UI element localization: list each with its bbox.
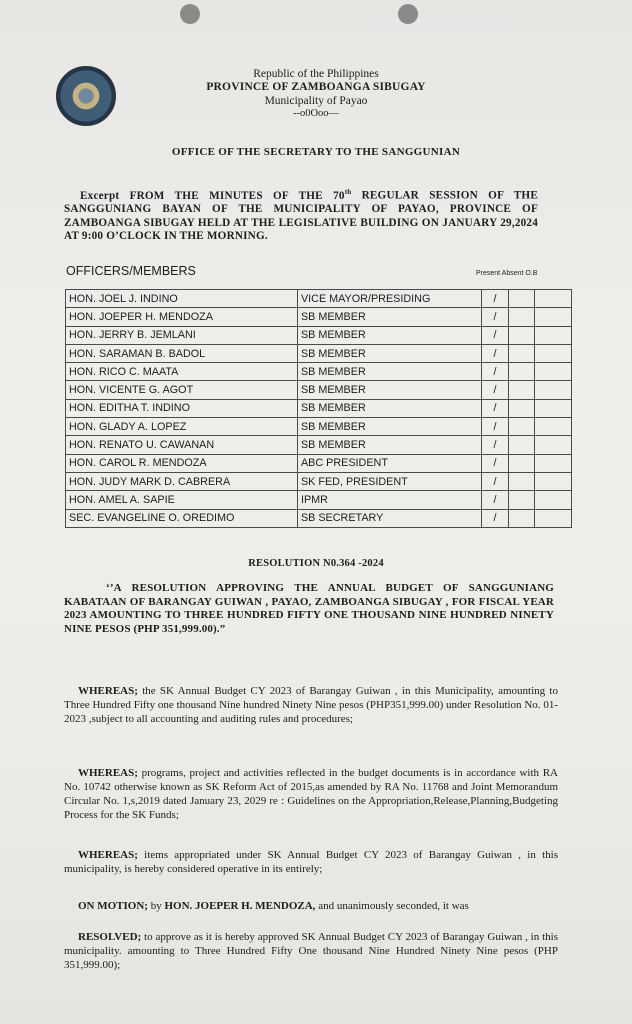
member-position: SB SECRETARY	[297, 509, 481, 527]
absent-cell	[508, 308, 535, 326]
header-divider: --o0Ooo—	[292, 108, 340, 119]
attendance-row	[66, 509, 572, 527]
member-name: SEC. EVANGELINE O. OREDIMO	[66, 509, 298, 527]
attendance-row	[66, 491, 572, 509]
motion-by: by	[147, 900, 165, 912]
excerpt-ordinal: th	[344, 188, 352, 196]
member-name: HON. RENATO U. CAWANAN	[66, 436, 298, 454]
present-mark: /	[482, 344, 509, 362]
present-mark: /	[482, 418, 509, 436]
present-mark: /	[482, 399, 509, 417]
attendance-row	[66, 363, 572, 381]
ob-cell	[535, 418, 572, 436]
present-mark: /	[482, 509, 509, 527]
member-name: HON. JERRY B. JEMLANI	[66, 326, 298, 344]
present-mark: /	[482, 326, 509, 344]
member-name: HON. AMEL A. SAPIE	[66, 491, 298, 509]
attendance-row	[66, 308, 572, 326]
member-position: SB MEMBER	[297, 363, 481, 381]
whereas-lead: WHEREAS;	[78, 685, 138, 697]
whereas-text: programs, project and activities reflected in the budget documents is in accordance with RA No. 10742 otherwise known as SK Reform Act of 2015,as amended by RA No. 11768 and Joint Memorandum Circular No. 1,s,2019 dated January 23, 2029 re : Guidelines on the Appropriation,Release,Planning,Budgeting Process for the SK Funds;	[64, 767, 558, 821]
member-position: SB MEMBER	[297, 344, 481, 362]
present-mark: /	[482, 491, 509, 509]
ob-cell	[535, 491, 572, 509]
present-mark: /	[482, 436, 509, 454]
whereas-lead: WHEREAS;	[78, 767, 138, 779]
excerpt-text-rest: REGULAR SESSION OF THE SANGGUNIANG BAYAN OF THE MUNICIPALITY OF PAYAO, PROVINCE OF ZAMBOANGA SIBUGAY HELD AT THE LEGISLATIVE BUILDING ON JANUARY 29,2024 AT 9:00 O’CLOCK IN THE MORNING.	[64, 189, 538, 242]
ob-cell	[535, 308, 572, 326]
resolution-title-text: ‘’A RESOLUTION APPROVING THE ANNUAL BUDGET OF SANGGUNIANG KABATAAN OF BARANGAY GUIWAN , PAYAO, ZAMBOANGA SIBUGAY , FOR FISCAL YEAR 2023 AMOUNTING TO THREE HUNDRED FIFTY ONE THOUSAND NINE HUNDRED NINETY NINE PESOS (PHP 351,999.00).”	[64, 582, 554, 635]
member-name: HON. CAROL R. MENDOZA	[66, 454, 298, 472]
ob-cell	[535, 454, 572, 472]
excerpt-paragraph	[64, 186, 538, 243]
header-province: PROVINCE OF ZAMBOANGA SIBUGAY	[206, 81, 426, 93]
absent-cell	[508, 491, 535, 509]
present-mark: /	[482, 454, 509, 472]
whereas-lead: WHEREAS;	[78, 849, 138, 861]
attendance-row	[66, 290, 572, 308]
present-mark: /	[482, 290, 509, 308]
member-name: HON. EDITHA T. INDINO	[66, 399, 298, 417]
member-name: HON. RICO C. MAATA	[66, 363, 298, 381]
absent-cell	[508, 381, 535, 399]
absent-cell	[508, 418, 535, 436]
present-mark: /	[482, 363, 509, 381]
member-position: SK FED, PRESIDENT	[297, 472, 481, 490]
absent-cell	[508, 436, 535, 454]
ob-cell	[535, 509, 572, 527]
attendance-row	[66, 436, 572, 454]
attendance-row	[66, 326, 572, 344]
resolved-text: to approve as it is hereby approved SK Annual Budget CY 2023 of Barangay Guiwan , in this municipality. amounting to Three Hundred Fifty One thousand Nine Hundred Ninety Nine pesos (PHP 351,999.00);	[64, 931, 558, 971]
present-mark: /	[482, 472, 509, 490]
whereas-paragraph-3	[64, 848, 558, 876]
motion-lead: ON MOTION;	[78, 900, 148, 912]
member-position: SB MEMBER	[297, 418, 481, 436]
member-position: ABC PRESIDENT	[297, 454, 481, 472]
present-mark: /	[482, 308, 509, 326]
member-position: SB MEMBER	[297, 399, 481, 417]
ob-cell	[535, 363, 572, 381]
resolution-number: RESOLUTION N0.364 -2024	[248, 558, 384, 569]
officers-members-label: OFFICERS/MEMBERS	[66, 264, 196, 278]
member-position: SB MEMBER	[297, 436, 481, 454]
whereas-text: the SK Annual Budget CY 2023 of Barangay Guiwan , in this Municipality, amounting to Three Hundred Fifty one thousand Nine hundred Ninety Nine pesos (PHP351,999.00) under Resolution No. 01-2023 ,subject to all accounting and auditing rules and procedures;	[64, 685, 558, 725]
ob-cell	[535, 472, 572, 490]
member-name: HON. SARAMAN B. BADOL	[66, 344, 298, 362]
ob-cell	[535, 399, 572, 417]
absent-cell	[508, 344, 535, 362]
attendance-row	[66, 381, 572, 399]
member-name: HON. VICENTE G. AGOT	[66, 381, 298, 399]
member-name: HON. JUDY MARK D. CABRERA	[66, 472, 298, 490]
member-position: IPMR	[297, 491, 481, 509]
whereas-text: items appropriated under SK Annual Budget CY 2023 of Barangay Guiwan , in this municipality, is hereby considered operative in its entirely;	[64, 849, 558, 875]
ob-cell	[535, 381, 572, 399]
present-mark: /	[482, 381, 509, 399]
motion-mover-name: HON. JOEPER H. MENDOZA,	[164, 900, 316, 912]
attendance-columns-label: Present Absent O.B	[476, 270, 538, 277]
absent-cell	[508, 363, 535, 381]
punch-hole	[398, 4, 418, 24]
absent-cell	[508, 454, 535, 472]
ob-cell	[535, 436, 572, 454]
member-name: HON. JOEL J. INDINO	[66, 290, 298, 308]
punch-hole	[180, 4, 200, 24]
whereas-paragraph-1	[64, 684, 558, 726]
attendance-row	[66, 472, 572, 490]
attendance-row	[66, 344, 572, 362]
member-position: SB MEMBER	[297, 381, 481, 399]
motion-paragraph	[64, 899, 558, 913]
excerpt-text-start: Excerpt FROM THE MINUTES OF THE 70	[80, 189, 345, 202]
member-position: VICE MAYOR/PRESIDING	[297, 290, 481, 308]
resolution-title	[64, 582, 554, 636]
member-position: SB MEMBER	[297, 308, 481, 326]
office-heading: OFFICE OF THE SECRETARY TO THE SANGGUNIAN	[171, 146, 461, 158]
resolved-paragraph	[64, 930, 558, 972]
absent-cell	[508, 509, 535, 527]
absent-cell	[508, 399, 535, 417]
header-republic: Republic of the Philippines	[253, 68, 379, 80]
header-municipality: Municipality of Payao	[264, 95, 368, 107]
attendance-row	[66, 418, 572, 436]
member-name: HON. JOEPER H. MENDOZA	[66, 308, 298, 326]
resolved-lead: RESOLVED;	[78, 931, 142, 943]
attendance-table	[65, 289, 572, 528]
ob-cell	[535, 290, 572, 308]
member-position: SB MEMBER	[297, 326, 481, 344]
absent-cell	[508, 326, 535, 344]
whereas-paragraph-2	[64, 766, 558, 822]
attendance-row	[66, 399, 572, 417]
motion-text: and unanimously seconded, it was	[315, 900, 469, 912]
absent-cell	[508, 290, 535, 308]
ob-cell	[535, 344, 572, 362]
attendance-row	[66, 454, 572, 472]
ob-cell	[535, 326, 572, 344]
absent-cell	[508, 472, 535, 490]
member-name: HON. GLADY A. LOPEZ	[66, 418, 298, 436]
